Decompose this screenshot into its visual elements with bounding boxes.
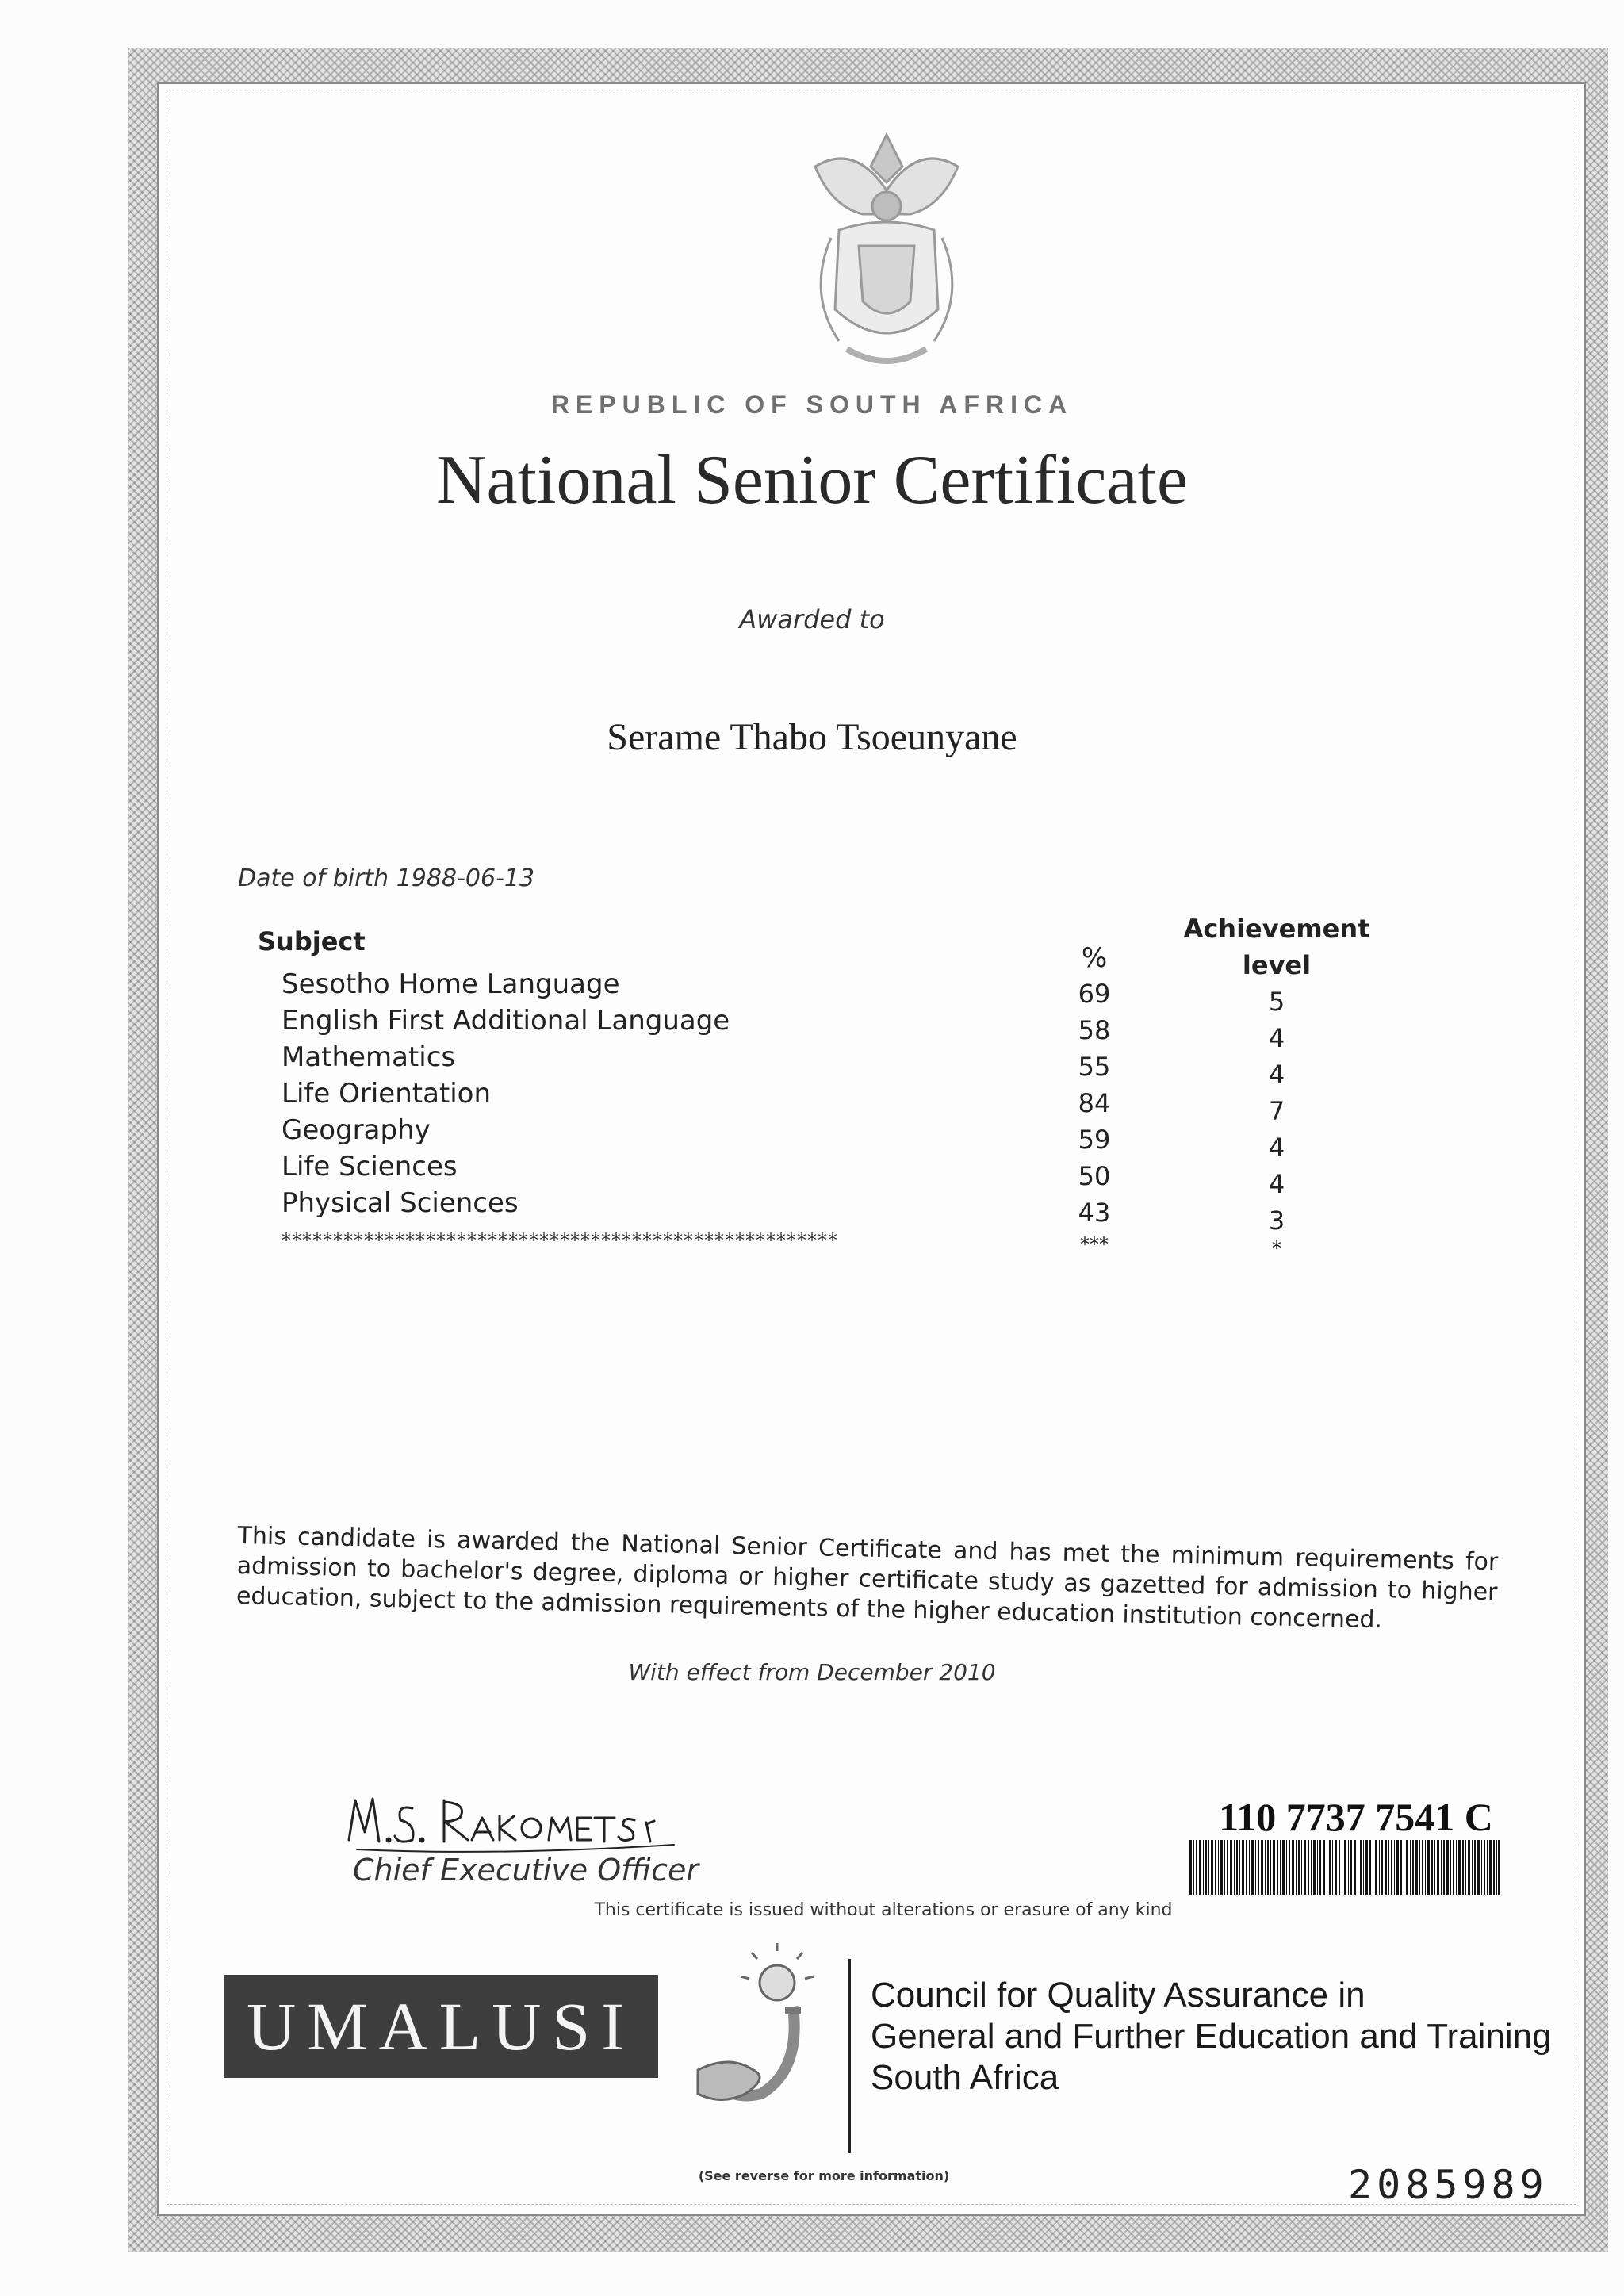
end-of-results-percent: ***: [1080, 1233, 1109, 1255]
barcode: [1189, 1840, 1500, 1895]
candidate-name: Serame Thabo Tsoeunyane: [607, 716, 1017, 758]
subject-item: Sesotho Home Language: [282, 968, 620, 1000]
percent-header: %: [1081, 942, 1108, 974]
end-of-results-line: ******************************************************: [282, 1229, 838, 1251]
level-value: 7: [1268, 1096, 1285, 1126]
footer-divider: [848, 1959, 851, 2153]
ceo-signature: [341, 1777, 690, 1864]
end-of-results-level: *: [1272, 1237, 1281, 1259]
achievement-header: [1174, 910, 1380, 983]
council-line-1: Council for Quality Assurance in: [871, 1976, 1365, 2014]
country-heading: REPUBLIC OF SOUTH AFRICA: [550, 390, 1074, 419]
serial-number: 110 7737 7541 C: [1219, 1795, 1493, 1839]
level-value: 4: [1268, 1133, 1285, 1163]
certificate-title: National Senior Certificate: [435, 442, 1189, 519]
subject-item: Mathematics: [282, 1041, 456, 1073]
reverse-note: (See reverse for more information): [698, 2168, 950, 2183]
achievement-header-line2: level: [1242, 950, 1312, 980]
subject-list: [282, 966, 730, 1221]
subject-item: Life Orientation: [282, 1078, 492, 1110]
coat-of-arms-emblem: [783, 119, 990, 381]
percent-list: [1055, 976, 1134, 1231]
signatory-title: Chief Executive Officer: [353, 1853, 699, 1888]
percent-value: 84: [1078, 1088, 1111, 1118]
level-value: 5: [1268, 987, 1285, 1017]
council-name: [871, 1975, 1552, 2099]
issued-note: This certificate is issued without alterations or erasure of any kind: [594, 1900, 1173, 1920]
percent-value: 55: [1078, 1052, 1111, 1082]
percent-value: 43: [1078, 1198, 1111, 1228]
effective-date: With effect from December 2010: [628, 1659, 996, 1685]
subject-header: Subject: [258, 926, 366, 956]
percent-value: 50: [1078, 1161, 1111, 1191]
level-value: 4: [1268, 1060, 1285, 1090]
percent-value: 58: [1078, 1015, 1111, 1045]
level-value: 4: [1268, 1023, 1285, 1053]
subject-item: Geography: [282, 1114, 431, 1146]
umalusi-emblem: [682, 1935, 833, 2133]
award-statement: This candidate is awarded the National Senior Certificate and has met the minimum requirements for admission to bachelor's degree, diploma or higher certificate study as gazetted for admission to higher education, subject to the admission requirements of the higher education institution concerned.: [236, 1521, 1499, 1635]
umalusi-logo-text: UMALUSI: [224, 1975, 658, 2078]
council-line-2: General and Further Education and Training: [871, 2017, 1552, 2056]
percent-value: 69: [1078, 979, 1111, 1009]
date-of-birth: Date of birth 1988-06-13: [238, 864, 535, 892]
certificate-number: 2085989: [1348, 2162, 1549, 2208]
subject-item: English First Additional Language: [282, 1005, 730, 1037]
level-value: 4: [1268, 1169, 1285, 1199]
achievement-header-line1: Achievement: [1183, 914, 1370, 944]
awarded-to-label: Awarded to: [739, 604, 885, 634]
council-line-3: South Africa: [871, 2058, 1059, 2097]
percent-value: 59: [1078, 1125, 1111, 1155]
level-value: 3: [1268, 1205, 1285, 1236]
level-list: [1237, 983, 1316, 1239]
subject-item: Life Sciences: [282, 1151, 458, 1182]
subject-item: Physical Sciences: [282, 1187, 519, 1219]
